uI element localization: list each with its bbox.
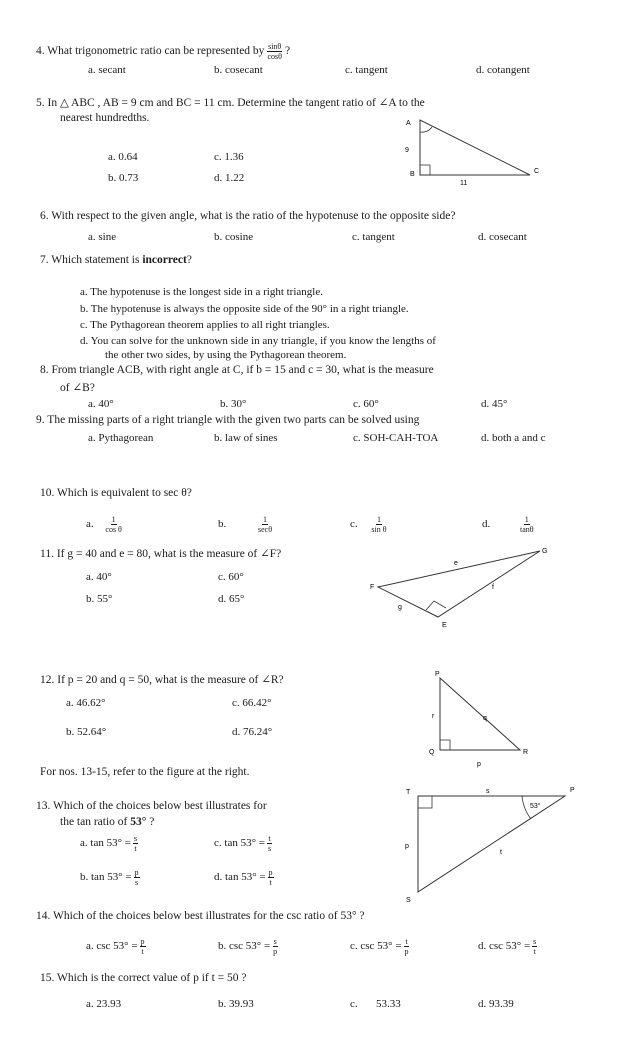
q5-label-a: A xyxy=(406,120,411,127)
q10-option-a[interactable]: a. $\frac{1}{\text{cos θ}}$ xyxy=(86,515,122,534)
q11-stem: 11. If g = 40 and e = 80, what is the measure of ∠F? xyxy=(40,548,282,560)
q12-label-p-side: p xyxy=(477,761,481,768)
q7-option-c[interactable]: c. The Pythagorean theorem applies to all right triangles. xyxy=(80,319,330,331)
q9-option-b[interactable]: b. law of sines xyxy=(214,432,278,444)
q9-stem: 9. The missing parts of a right triangle with the given two parts can be solved using xyxy=(36,414,420,426)
q11-triangle-figure xyxy=(370,545,550,630)
q7-option-d-cont: the other two sides, by using the Pythagorean theorem. xyxy=(105,349,347,361)
q5-stem-line1: 5. In △ ABC , AB = 9 cm and BC = 11 cm. Determine the tangent ratio of ∠A to the xyxy=(36,97,425,109)
q12-label-q-side: q xyxy=(483,715,487,722)
q12-label-r-vertex: R xyxy=(523,749,529,756)
q5-option-b[interactable]: b. 0.73 xyxy=(108,172,139,184)
q13-label-p-side: p xyxy=(405,843,409,850)
q10-option-b[interactable]: b. $\frac{1}{\sec\theta}$ xyxy=(218,515,273,534)
q13-label-s-side: s xyxy=(486,788,490,795)
q15-stem: 15. Which is the correct value of p if t = 50 ? xyxy=(40,972,247,984)
q15-option-a[interactable]: a. 23.93 xyxy=(86,998,122,1010)
q12-option-b[interactable]: b. 52.64° xyxy=(66,726,107,738)
q6-option-b[interactable]: b. cosine xyxy=(214,231,254,243)
q13-label-t-vertex: T xyxy=(406,789,411,796)
q12-triangle-figure xyxy=(425,670,545,775)
q12-right-angle-mark xyxy=(440,740,450,750)
q11-option-b[interactable]: b. 55° xyxy=(86,593,113,605)
q14-option-d[interactable]: d. csc 53° = $\frac{s}{t}$ xyxy=(478,937,537,956)
q6-option-c[interactable]: c. tangent xyxy=(352,231,395,243)
q15-option-b[interactable]: b. 39.93 xyxy=(218,998,254,1010)
q4-option-c[interactable]: c. tangent xyxy=(345,64,388,76)
q9-option-a[interactable]: a. Pythagorean xyxy=(88,432,154,444)
q12-option-c[interactable]: c. 66.42° xyxy=(232,697,272,709)
q13-right-angle-mark xyxy=(418,796,432,808)
q13-label-s-vertex: S xyxy=(406,897,411,904)
q13-option-c[interactable]: c. tan 53° = $\frac{t}{s}$ xyxy=(214,834,272,853)
q14-stem: 14. Which of the choices below best illustrates for the csc ratio of 53° ? xyxy=(36,910,365,922)
q11-label-g-vertex: G xyxy=(542,548,548,555)
q5-triangle xyxy=(420,120,530,175)
q15-option-c-value[interactable]: 53.33 xyxy=(376,998,401,1010)
q13-triangle-figure xyxy=(400,782,585,907)
q5-option-d[interactable]: d. 1.22 xyxy=(214,172,245,184)
q11-option-d[interactable]: d. 65° xyxy=(218,593,245,605)
q13-triangle xyxy=(418,796,565,892)
q6-stem: 6. With respect to the given angle, what is the ratio of the hypotenuse to the opposite side? xyxy=(40,210,456,222)
q5-triangle-figure xyxy=(400,115,550,190)
q11-label-f-vertex: F xyxy=(370,584,375,591)
q5-label-bc: 11 xyxy=(460,180,468,187)
q4-option-a[interactable]: a. secant xyxy=(88,64,126,76)
q11-right-angle-mark xyxy=(426,601,446,610)
q13-stem-line1: 13. Which of the choices below best illustrates for xyxy=(36,800,267,812)
q10-option-c[interactable]: c. $\frac{1}{\text{sin θ}}$ xyxy=(350,515,387,534)
q13-option-d[interactable]: d. tan 53° = $\frac{p}{t}$ xyxy=(214,868,273,887)
q13-label-angle: 53° xyxy=(530,803,541,810)
q8-option-d[interactable]: d. 45° xyxy=(481,398,508,410)
q12-stem: 12. If p = 20 and q = 50, what is the measure of ∠R? xyxy=(40,674,284,686)
q9-option-d[interactable]: d. both a and c xyxy=(481,432,546,444)
q8-stem-line2: of ∠B? xyxy=(60,382,95,394)
q5-angle-a-mark xyxy=(420,127,432,132)
q7-stem: 7. Which statement is incorrect? xyxy=(40,254,192,266)
q14-option-b[interactable]: b. csc 53° = $\frac{s}{p}$ xyxy=(218,937,278,956)
q8-stem-line1: 8. From triangle ACB, with right angle at C, if b = 15 and c = 30, what is the measure xyxy=(40,364,434,376)
q12-label-q-vertex: Q xyxy=(429,749,435,756)
q12-label-p-vertex: P xyxy=(435,671,440,678)
q12-triangle xyxy=(440,678,520,750)
q11-triangle xyxy=(378,551,540,617)
q5-right-angle-mark xyxy=(420,165,430,175)
q7-option-b[interactable]: b. The hypotenuse is always the opposite side of the 90° in a right triangle. xyxy=(80,303,409,315)
q6-option-d[interactable]: d. cosecant xyxy=(478,231,527,243)
q9-option-c[interactable]: c. SOH-CAH-TOA xyxy=(353,432,439,444)
q12-option-d[interactable]: d. 76.24° xyxy=(232,726,273,738)
q6-option-a[interactable]: a. sine xyxy=(88,231,117,243)
q12-option-a[interactable]: a. 46.62° xyxy=(66,697,106,709)
q8-option-c[interactable]: c. 60° xyxy=(353,398,379,410)
q8-option-b[interactable]: b. 30° xyxy=(220,398,247,410)
q5-option-a[interactable]: a. 0.64 xyxy=(108,151,138,163)
q11-option-a[interactable]: a. 40° xyxy=(86,571,112,583)
q13-label-p-vertex: P xyxy=(570,787,575,794)
q13-stem-line2: the tan ratio of 53° ? xyxy=(60,816,155,828)
q10-stem: 10. Which is equivalent to sec θ? xyxy=(40,487,192,499)
q4-option-b[interactable]: b. cosecant xyxy=(214,64,263,76)
q4-stem: 4. What trigonometric ratio can be represented by $\frac{\sin\theta}{\cos\theta}$ ? xyxy=(36,42,291,61)
q5-option-c[interactable]: c. 1.36 xyxy=(214,151,244,163)
q8-option-a[interactable]: a. 40° xyxy=(88,398,114,410)
q10-option-d[interactable]: d. $\frac{1}{\tan\theta}$ xyxy=(482,515,534,534)
q12-label-r-side: r xyxy=(432,713,435,720)
q11-label-e-side: e xyxy=(454,560,458,567)
q11-option-c[interactable]: c. 60° xyxy=(218,571,244,583)
q11-label-e-vertex: E xyxy=(442,622,447,629)
ref-note: For nos. 13-15, refer to the figure at the right. xyxy=(40,766,250,778)
q15-option-c-label[interactable]: c. xyxy=(350,998,358,1010)
q5-label-b: B xyxy=(410,171,415,178)
q15-option-d[interactable]: d. 93.39 xyxy=(478,998,514,1010)
q13-option-b[interactable]: b. tan 53° = $\frac{p}{s}$ xyxy=(80,868,139,887)
q4-fraction: $\frac{\sin\theta}{\cos\theta}$ xyxy=(267,42,282,61)
q7-option-a[interactable]: a. The hypotenuse is the longest side in a right triangle. xyxy=(80,286,323,298)
q13-label-t-side: t xyxy=(500,849,502,856)
q11-label-g-side: g xyxy=(398,604,402,611)
q7-option-d[interactable]: d. You can solve for the unknown side in any triangle, if you know the lengths of xyxy=(80,335,436,347)
q11-label-f-side: f xyxy=(492,584,494,591)
q14-option-a[interactable]: a. csc 53° = $\frac{p}{t}$ xyxy=(86,937,145,956)
q4-option-d[interactable]: d. cotangent xyxy=(476,64,530,76)
q5-label-ab: 9 xyxy=(405,147,409,154)
q5-label-c: C xyxy=(534,168,540,175)
q13-option-a[interactable]: a. tan 53° = $\frac{s}{t}$ xyxy=(80,834,138,853)
q5-stem-line2: nearest hundredths. xyxy=(60,112,150,124)
q14-option-c[interactable]: c. csc 53° = $\frac{t}{p}$ xyxy=(350,937,409,956)
